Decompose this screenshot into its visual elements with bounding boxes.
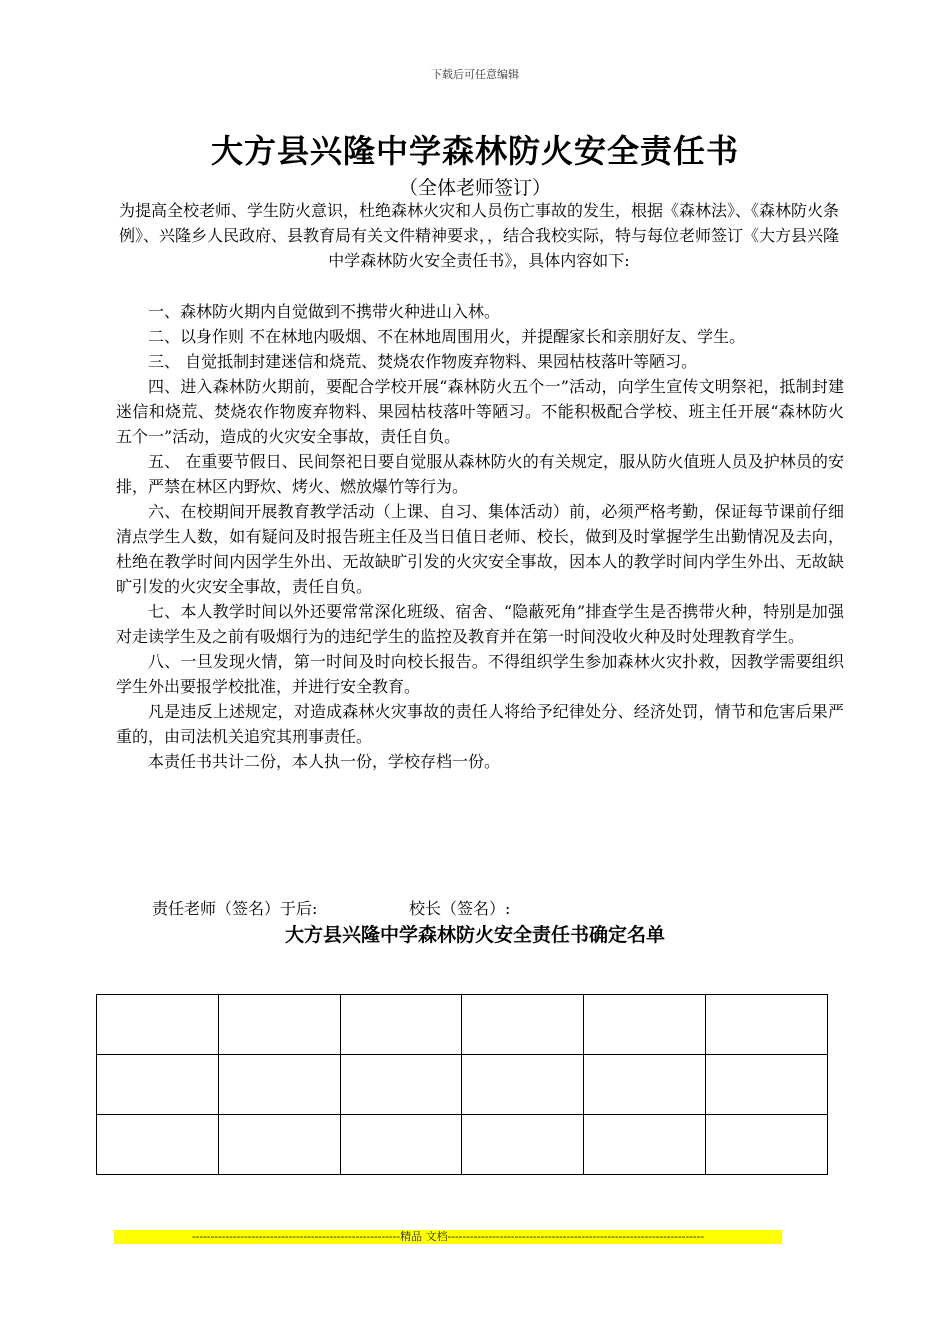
penalty-clause: 凡是违反上述规定，对造成森林火灾事故的责任人将给予纪律处分、经济处罚，情节和危害后果严重的，由司法机关追究其刑事责任。 [116,702,844,746]
table-row [97,995,828,1055]
table-cell [97,1055,219,1115]
table-row [97,1115,828,1175]
table-cell [340,1055,462,1115]
table-cell [462,995,584,1055]
clause-4: 四、进入森林防火期前，要配合学校开展“森林防火五个一”活动，向学生宣传文明祭祀，抵制封建迷信和烧荒、焚烧农作物废弃物料、果园枯枝落叶等陋习。不能积极配合学校、班主任开展“森林防火五个一”活动，造成的火灾安全事故，责任自负。 [116,377,844,446]
table-cell [462,1115,584,1175]
footer-banner: --------------------------------------------------------精品 文档--------------------------------------------------------------------- [114,1230,782,1244]
table-cell [706,995,828,1055]
table-cell [97,995,219,1055]
header-note: 下载后可任意编辑 [431,68,519,81]
table-cell [584,1115,706,1175]
signature-line [152,896,510,919]
clause-7: 七、本人教学时间以外还要常常深化班级、宿舍、“隐蔽死角”排查学生是否携带火种，特别是加强对走读学生及之前有吸烟行为的违纪学生的监控及教育并在第一时间没收火种及时处理教育学生。 [116,602,844,646]
clause-8: 八、一旦发现火情，第一时间及时向校长报告。不得组织学生参加森林火灾扑救，因教学需要组织学生外出要报学校批准，并进行安全教育。 [116,652,844,696]
table-cell [340,1115,462,1175]
clause-2: 二、以身作则 不在林地内吸烟、不在林地周围用火，并提醒家长和亲朋好友、学生。 [148,327,746,346]
table-row [97,1055,828,1115]
table-cell [706,1115,828,1175]
table-cell [584,1055,706,1115]
signature-table [96,994,828,1175]
clause-5: 五、 在重要节假日、民间祭祀日要自觉服从森林防火的有关规定，服从防火值班人员及护林员的安排，严禁在林区内野炊、烤火、燃放爆竹等行为。 [116,452,844,496]
document-title: 大方县兴隆中学森林防火安全责任书 [210,132,739,170]
intro-paragraph: 为提高全校老师、学生防火意识，杜绝森林火灾和人员伤亡事故的发生，根据《森林法》、《森林防火条例》、兴隆乡人民政府、县教育局有关文件精神要求，，结合我校实际，特与每位老师签订《大方县兴隆中学森林防火安全责任书》，具体内容如下: [118,201,839,270]
table-cell [218,1115,340,1175]
principal-signature-label: 校长（签名）: [408,899,511,918]
table-cell [462,1055,584,1115]
table-cell [97,1115,219,1175]
clause-3: 三、 自觉抵制封建迷信和烧荒、焚烧农作物废弃物料、果园枯枝落叶等陋习。 [148,352,698,371]
clause-1: 一、森林防火期内自觉做到不携带火种进山入林。 [148,302,501,321]
teacher-signature-label: 责任老师（签名）于后: [152,899,318,918]
clause-6: 六、在校期间开展教育教学活动（上课、自习、集体活动）前，必须严格考勤，保证每节课前仔细清点学生人数，如有疑问及时报告班主任及当日值日老师、校长，做到及时掌握学生出勤情况及去向，杜绝在教学时间内因学生外出、无故缺旷引发的火灾安全事故，因本人的教学时间内学生外出、无故缺旷引发的火灾安全事故，责任自负。 [116,502,844,596]
document-subtitle: （全体老师签订） [398,177,551,199]
copies-clause: 本责任书共计二份，本人执一份，学校存档一份。 [148,752,501,771]
table-cell [340,995,462,1055]
body-text [116,299,844,774]
table-cell [218,1055,340,1115]
table-cell [584,995,706,1055]
table-cell [218,995,340,1055]
list-title: 大方县兴隆中学森林防火安全责任书确定名单 [284,924,665,946]
table-cell [706,1055,828,1115]
